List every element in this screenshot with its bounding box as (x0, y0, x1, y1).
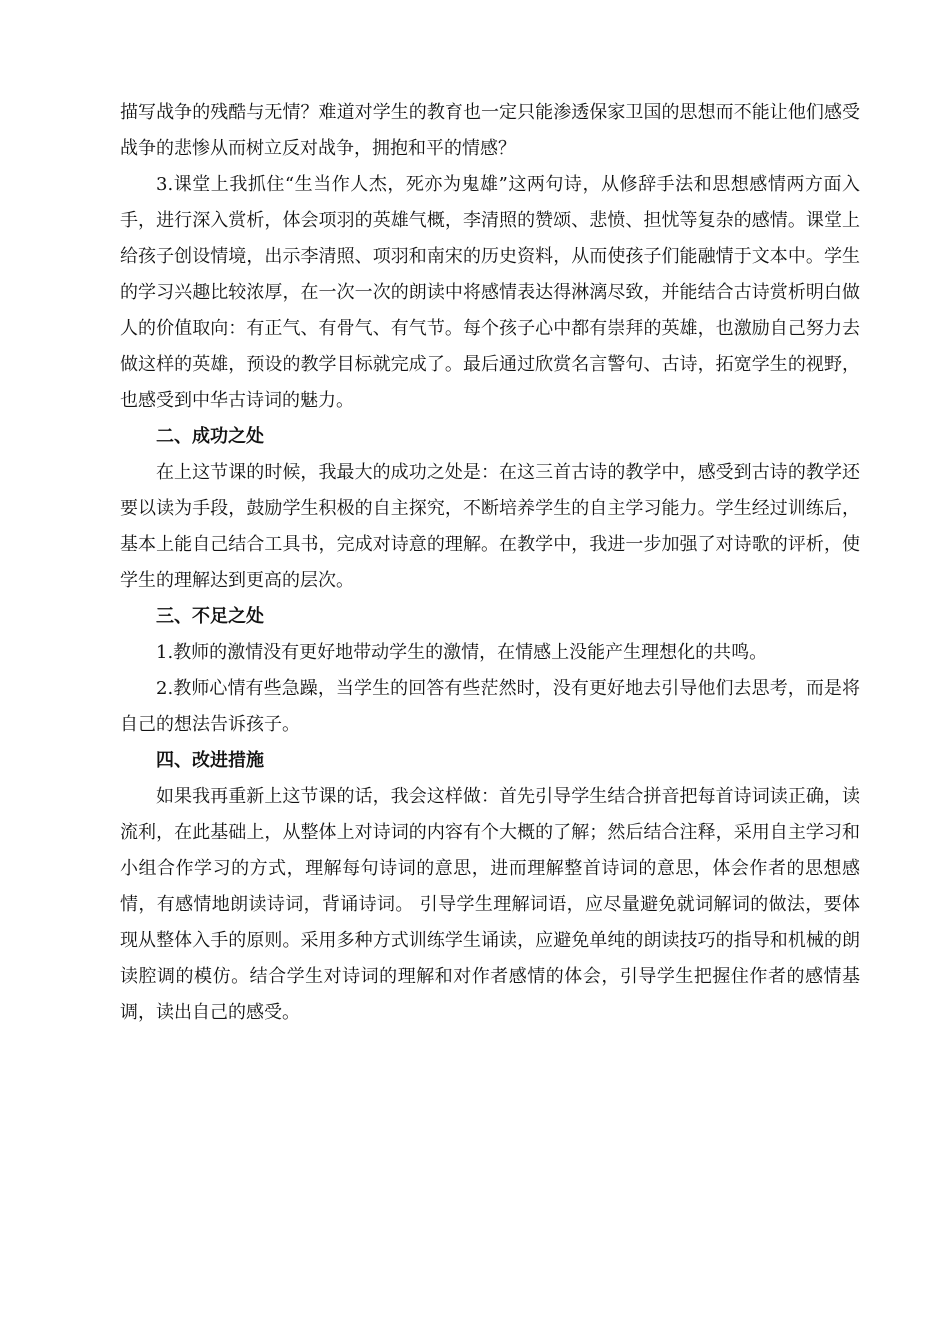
paragraph-success: 在上这节课的时候，我最大的成功之处是：在这三首古诗的教学中，感受到古诗的教学还要以读为手段，鼓励学生积极的自主探究，不断培养学生的自主学习能力。学生经过训练后，基本上能自己结合工具书，完成对诗意的理解。在教学中，我进一步加强了对诗歌的评析，使学生的理解达到更高的层次。 (120, 462, 860, 591)
section-heading-improvements: 四、改进措施 (156, 750, 264, 771)
paragraph-point-3: 3.课堂上我抓住“生当作人杰，死亦为鬼雄”这两句诗，从修辞手法和思想感情两方面入手，进行深入赏析，体会项羽的英雄气概，李清照的赞颂、悲愤、担忧等复杂的感情。课堂上给孩子创设情境，出示李清照、项羽和南宋的历史资料，从而使孩子们能融情于文本中。学生的学习兴趣比较浓厚，在一次一次的朗读中将感情表达得淋漓尽致，并能结合古诗赏析明白做人的价值取向：有正气、有骨气、有气节。每个孩子心中都有崇拜的英雄，也激励自己努力去做这样的英雄，预设的教学目标就完成了。最后通过欣赏名言警句、古诗，拓宽学生的视野，也感受到中华古诗词的魅力。 (120, 174, 860, 411)
paragraph-shortcoming-2: 2.教师心情有些急躁，当学生的回答有些茫然时，没有更好地去引导他们去思考，而是将自己的想法告诉孩子。 (120, 678, 860, 735)
paragraph-improvements: 如果我再重新上这节课的话，我会这样做：首先引导学生结合拼音把每首诗词读正确，读流利，在此基础上，从整体上对诗词的内容有个大概的了解；然后结合注释，采用自主学习和小组合作学习的方式，理解每句诗词的意思，进而理解整首诗词的意思，体会作者的思想感情，有感情地朗读诗词，背诵诗词。 引导学生理解词语，应尽量避免就词解词的做法，要体现从整体入手的原则。采用多种方式训练学生诵读，应避免单纯的朗读技巧的指导和机械的朗读腔调的模仿。结合学生对诗词的理解和对作者感情的体会，引导学生把握住作者的感情基调，读出自己的感受。 (120, 786, 860, 1023)
section-heading-shortcomings: 三、不足之处 (156, 606, 264, 627)
paragraph-shortcoming-1: 1.教师的激情没有更好地带动学生的激情，在情感上没能产生理想化的共鸣。 (156, 642, 768, 663)
document-body (120, 95, 860, 1031)
paragraph-continuation: 描写战争的残酷与无情？难道对学生的教育也一定只能渗透保家卫国的思想而不能让他们感受战争的悲惨从而树立反对战争，拥抱和平的情感？ (120, 102, 860, 159)
section-heading-success: 二、成功之处 (156, 426, 264, 447)
